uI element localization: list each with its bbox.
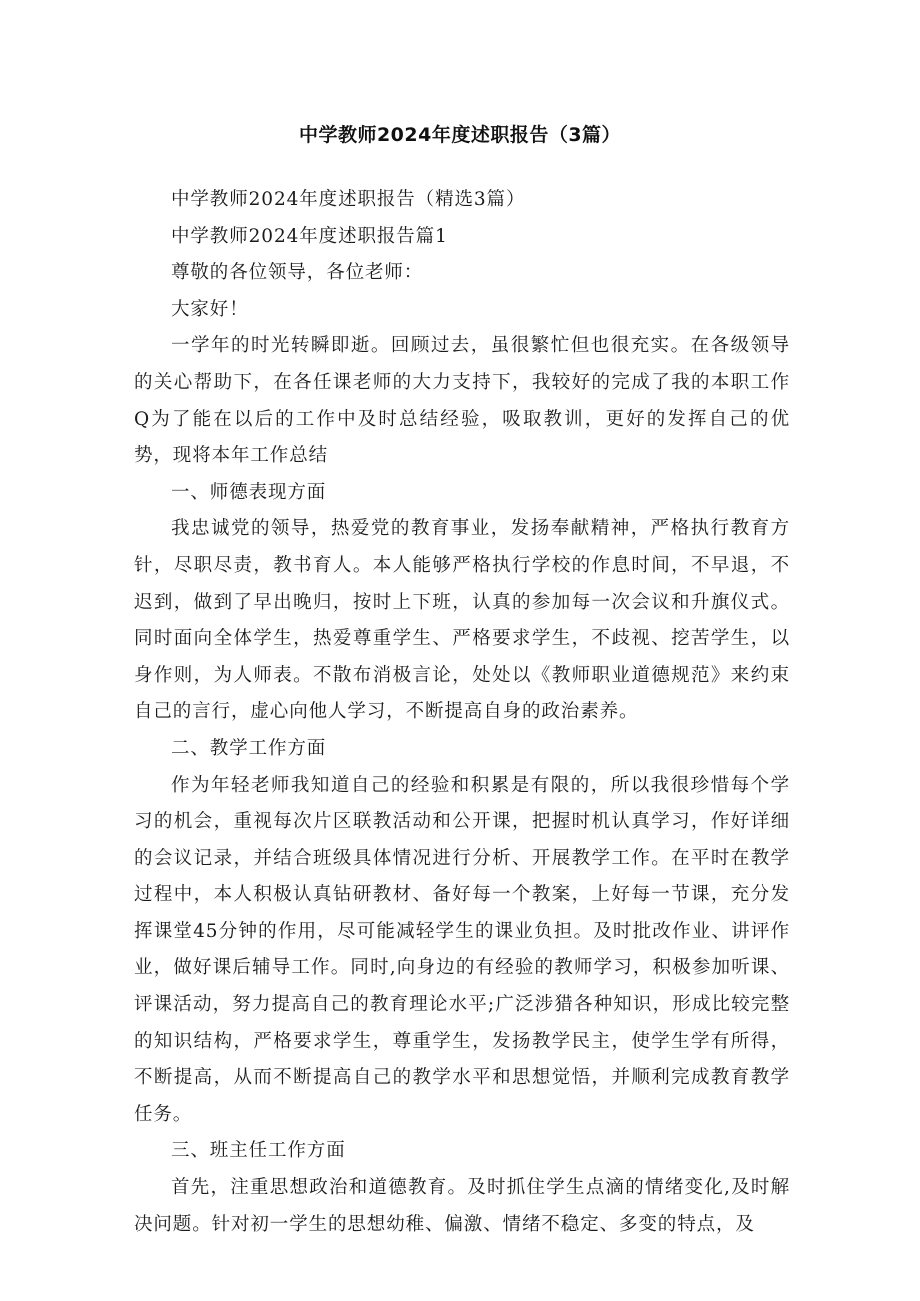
document-title: 中学教师2024年度述职报告（3篇）: [298, 124, 622, 146]
paragraph-greeting: 大家好！: [171, 298, 249, 320]
paragraph-intro: 一学年的时光转瞬即逝。回顾过去，虽很繁忙但也很充实。在各级领导的关心帮助下，在各任课老师的大力支持下，我较好的完成了我的本职工作Q为了能在以后的工作中及时总结经验，吸取教训，更好的发挥自己的优势，现将本年工作总结: [134, 335, 790, 467]
section-heading-class-teacher: 三、班主任工作方面: [171, 1140, 346, 1162]
paragraph-teaching: 作为年轻老师我知道自己的经验和积累是有限的，所以我很珍惜每个学习的机会，重视每次片区联教活动和公开课，把握时机认真学习，作好详细的会议记录，并结合班级具体情况进行分析、开展教学工作。在平时在教学过程中，本人积极认真钻研教材、备好每一个教案，上好每一节课，充分发挥课堂45分钟的作用，尽可能减轻学生的课业负担。及时批改作业、讲评作业，做好课后辅导工作。同时,向身边的有经验的教师学习，积极参加听课、评课活动，努力提高自己的教育理论水平;广泛涉猎各种知识，形成比较完整的知识结构，严格要求学生，尊重学生，发扬教学民主，使学生学有所得，不断提高，从而不断提高自己的教学水平和思想觉悟，并顺利完成教育教学任务。: [134, 774, 790, 1125]
paragraph-ethics: 我忠诚党的领导，热爱党的教育事业，发扬奉献精神，严格执行教育方针，尽职尽责，教书育人。本人能够严格执行学校的作息时间，不早退，不迟到，做到了早出晚归，按时上下班，认真的参加每一次会议和升旗仪式。同时面向全体学生，热爱尊重学生、严格要求学生，不歧视、挖苦学生，以身作则，为人师表。不散布消极言论，处处以《教师职业道德规范》来约束自己的言行，虚心向他人学习，不断提高自身的政治素养。: [134, 518, 790, 723]
section-heading-teaching: 二、教学工作方面: [171, 737, 327, 759]
paragraph-salutation: 尊敬的各位领导，各位老师：: [171, 262, 424, 284]
paragraph-article-heading: 中学教师2024年度述职报告篇1: [171, 225, 448, 247]
paragraph-class-teacher: 首先，注重思想政治和道德教育。及时抓住学生点滴的情绪变化,及时解决问题。针对初一学生的思想幼稚、偏激、情绪不稳定、多变的特点，及: [134, 1177, 790, 1235]
document-body: [134, 182, 790, 1243]
paragraph-subtitle: 中学教师2024年度述职报告（精选3篇）: [171, 189, 526, 210]
section-heading-ethics: 一、师德表现方面: [171, 481, 327, 503]
